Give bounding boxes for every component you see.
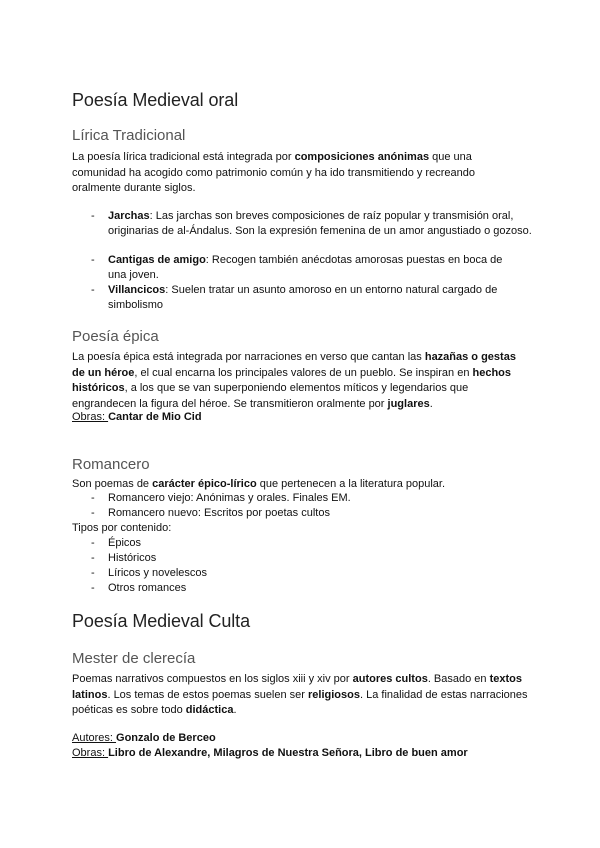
bullet-dash: -: [91, 210, 95, 222]
list-item-romancero-viejo: Romancero viejo: Anónimas y orales. Finales EM.: [108, 492, 351, 504]
heading-romancero: Romancero: [72, 456, 150, 473]
bullet-dash: -: [91, 254, 95, 266]
list-item-tipo: Épicos: [108, 537, 142, 549]
list-item-romancero-nuevo: Romancero nuevo: Escritos por poetas cultos: [108, 507, 330, 519]
autores-mester: Autores: Gonzalo de Berceo: [72, 732, 216, 744]
obras-mester: Obras: Libro de Alexandre, Milagros de Nuestra Señora, Libro de buen amor: [72, 747, 468, 759]
heading-poesia-medieval-oral: Poesía Medieval oral: [72, 90, 239, 110]
heading-mester-de-clerecia: Mester de clerecía: [72, 650, 196, 667]
list-item-villancicos: Villancicos: Suelen tratar un asunto amoroso en un entorno natural cargado de simbolismo: [108, 284, 498, 311]
bullet-dash: -: [91, 284, 95, 296]
obras-epica: Obras: Cantar de Mio Cid: [72, 411, 202, 423]
paragraph-epica: La poesía épica está integrada por narraciones en verso que cantan las hazañas o gestas de un héroe, el cual encarna los principales valores de un pueblo. Se inspiran en hechos históricos, a los que se van superponiendo elementos míticos y legendarios que engrandecen la figura del héroe. Se transmitieron oralmente por juglares.: [72, 351, 516, 410]
bullet-dash: -: [91, 492, 95, 504]
heading-lirica-tradicional: Lírica Tradicional: [72, 127, 186, 144]
paragraph-romancero: Son poemas de carácter épico-lírico que pertenecen a la literatura popular.: [72, 478, 446, 490]
bullet-dash: -: [91, 567, 95, 579]
list-item-tipo: Históricos: [108, 552, 157, 564]
list-item-cantigas: Cantigas de amigo: Recogen también anécdotas amorosas puestas en boca de una joven.: [108, 254, 503, 281]
bullet-dash: -: [91, 537, 95, 549]
bullet-dash: -: [91, 552, 95, 564]
paragraph-mester: Poemas narrativos compuestos en los siglos xiii y xiv por autores cultos. Basado en textos latinos. Los temas de estos poemas suelen ser religiosos. La finalidad de estas narraciones poéticas es sobre todo didáctica.: [72, 673, 528, 716]
tipos-label: Tipos por contenido:: [72, 522, 172, 534]
bullet-dash: -: [91, 582, 95, 594]
bullet-dash: -: [91, 507, 95, 519]
paragraph-lirica: La poesía lírica tradicional está integrada por composiciones anónimas que una comunidad ha acogido como patrimonio común y ha ido transmitiendo y recreando oralmente durante siglos.: [72, 151, 475, 194]
heading-poesia-epica: Poesía épica: [72, 328, 159, 345]
list-item-tipo: Otros romances: [108, 582, 187, 594]
list-item-jarchas: Jarchas: Las jarchas son breves composiciones de raíz popular y transmisión oral, originarias de al-Ándalus. Son la expresión femenina de un amor angustiado o gozoso.: [108, 210, 532, 237]
list-item-tipo: Líricos y novelescos: [108, 567, 208, 579]
heading-poesia-medieval-culta: Poesía Medieval Culta: [72, 611, 250, 631]
